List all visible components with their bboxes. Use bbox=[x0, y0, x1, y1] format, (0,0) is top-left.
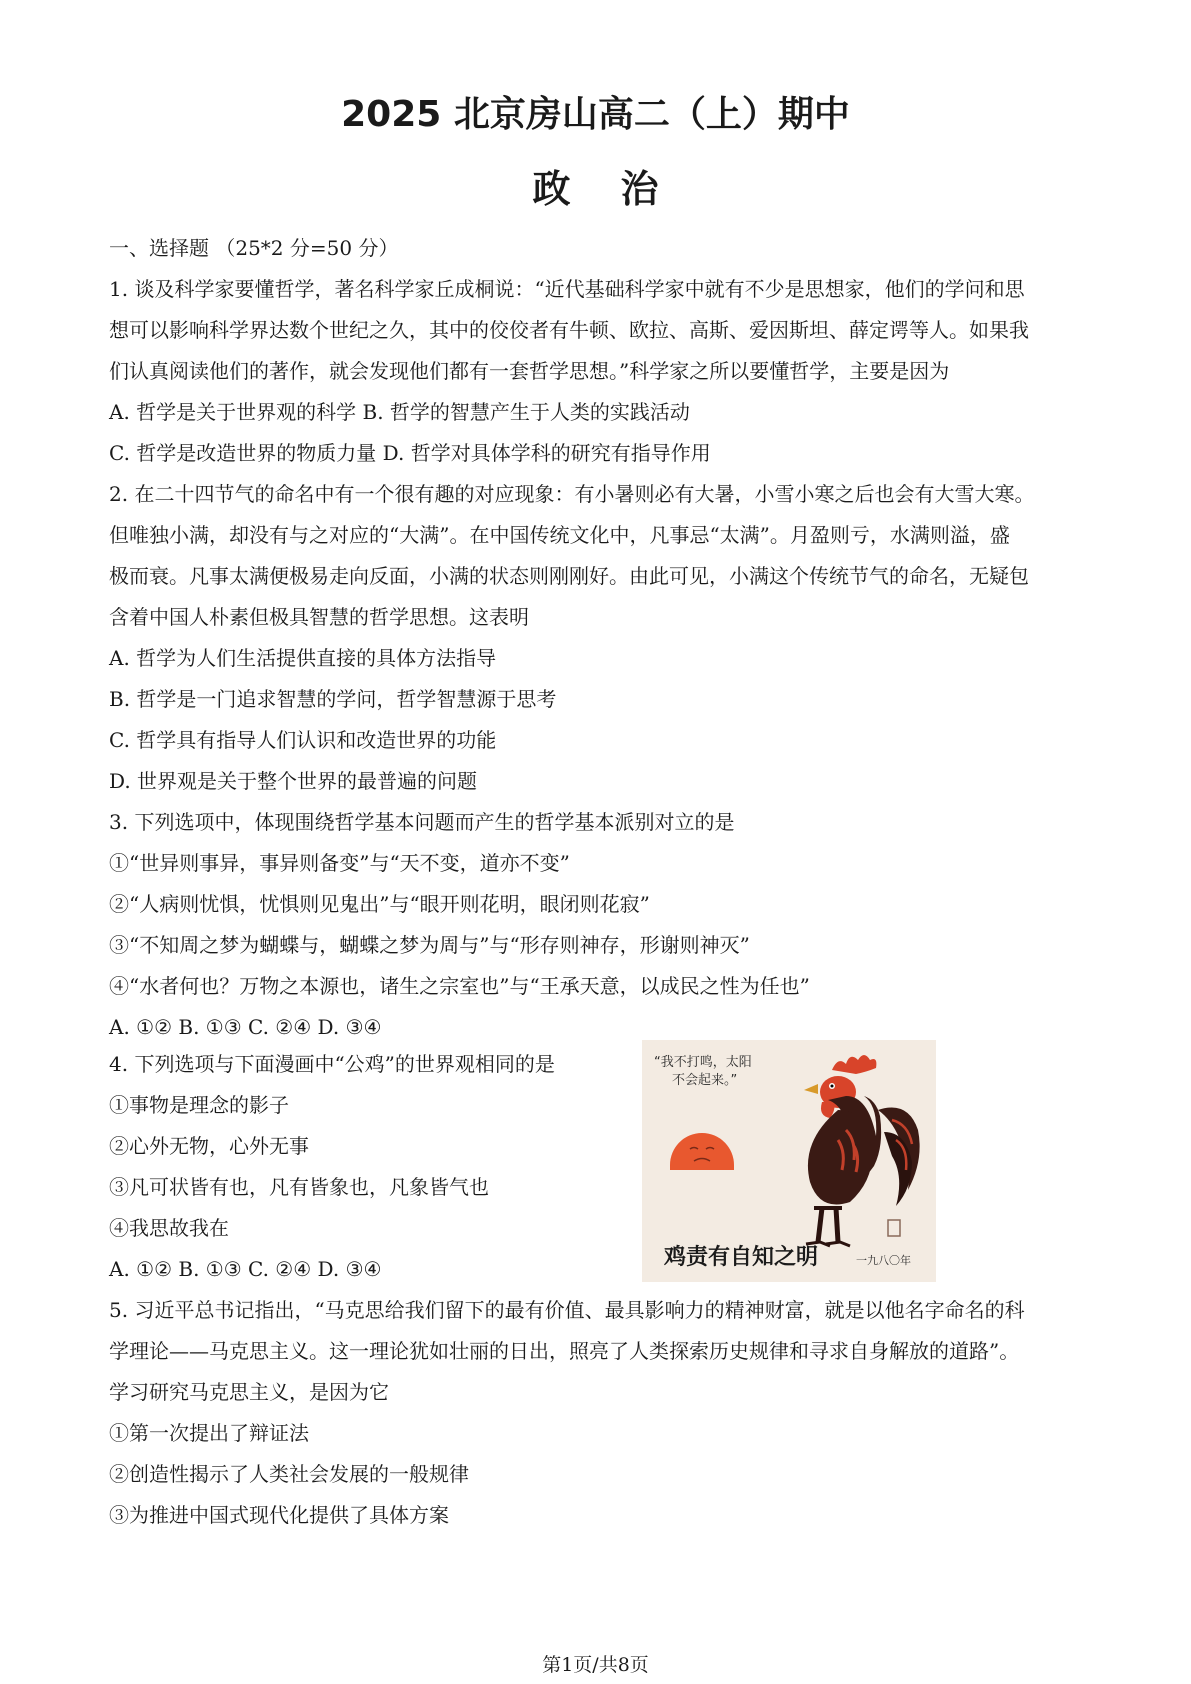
q4-options: A. ①② B. ①③ C. ②④ D. ③④ bbox=[109, 1257, 382, 1281]
rooster-illustration bbox=[642, 1040, 936, 1282]
q1-stem-line: 想可以影响科学界达数个世纪之久，其中的佼佼者有牛顿、欧拉、高斯、爱因斯坦、薛定谔等人。如果我 bbox=[109, 318, 1029, 342]
q2-option-d: D. 世界观是关于整个世界的最普遍的问题 bbox=[109, 769, 478, 793]
q3-item: ③“不知周之梦为蝴蝶与，蝴蝶之梦为周与”与“形存则神存，形谢则神灭” bbox=[109, 933, 750, 957]
q2-stem-line: 含着中国人朴素但极具智慧的哲学思想。这表明 bbox=[109, 605, 529, 629]
q2-option-b: B. 哲学是一门追求智慧的学问，哲学智慧源于思考 bbox=[109, 687, 557, 711]
q3-options: A. ①② B. ①③ C. ②④ D. ③④ bbox=[109, 1015, 382, 1039]
page-number: 第1页/共8页 bbox=[542, 1654, 649, 1676]
q5-item: ③为推进中国式现代化提供了具体方案 bbox=[109, 1503, 449, 1527]
q2-option-a: A. 哲学为人们生活提供直接的具体方法指导 bbox=[109, 646, 497, 670]
section-heading: 一、选择题 （25*2 分=50 分） bbox=[109, 236, 399, 260]
q1-stem-line: 1. 谈及科学家要懂哲学，著名科学家丘成桐说：“近代基础科学家中就有不少是思想家，他们的学问和思 bbox=[109, 277, 1025, 301]
q2-stem-line: 2. 在二十四节气的命名中有一个很有趣的对应现象：有小暑则必有大暑，小雪小寒之后也会有大雪大寒。 bbox=[109, 482, 1035, 506]
q4-stem: 4. 下列选项与下面漫画中“公鸡”的世界观相同的是 bbox=[109, 1052, 555, 1076]
q2-stem-line: 但唯独小满，却没有与之对应的“大满”。在中国传统文化中，凡事忌“太满”。月盈则亏，水满则溢，盛 bbox=[109, 523, 1010, 547]
q3-item: ②“人病则忧惧，忧惧则见鬼出”与“眼开则花明，眼闭则花寂” bbox=[109, 892, 650, 916]
q5-stem-line: 5. 习近平总书记指出，“马克思给我们留下的最有价值、最具影响力的精神财富，就是以他名字命名的科 bbox=[109, 1298, 1025, 1322]
q2-option-c: C. 哲学具有指导人们认识和改造世界的功能 bbox=[109, 728, 497, 752]
q4-item: ③凡可状皆有也，凡有皆象也，凡象皆气也 bbox=[109, 1175, 489, 1199]
question-5 bbox=[109, 1290, 1095, 1536]
q3-item: ①“世异则事异，事异则备变”与“天不变，道亦不变” bbox=[109, 851, 570, 875]
q4-item: ①事物是理念的影子 bbox=[109, 1093, 289, 1117]
q3-stem: 3. 下列选项中，体现围绕哲学基本问题而产生的哲学基本派别对立的是 bbox=[109, 810, 735, 834]
cartoon-caption: 鸡责有自知之明 bbox=[664, 1244, 819, 1270]
exam-title: 2025 北京房山高二（上）期中 bbox=[341, 94, 850, 135]
q5-stem-line: 学习研究马克思主义，是因为它 bbox=[109, 1380, 389, 1404]
q4-item: ②心外无物，心外无事 bbox=[109, 1134, 309, 1158]
rooster-cartoon bbox=[642, 1040, 936, 1282]
q5-item: ①第一次提出了辩证法 bbox=[109, 1421, 309, 1445]
cartoon-speech-line1: “我不打鸣，太阳 bbox=[654, 1055, 752, 1070]
q4-item: ④我思故我在 bbox=[109, 1216, 229, 1240]
q5-stem-line: 学理论——马克思主义。这一理论犹如壮丽的日出，照亮了人类探索历史规律和寻求自身解放的道路”。 bbox=[109, 1339, 1020, 1363]
q1-stem-line: 们认真阅读他们的著作，就会发现他们都有一套哲学思想。”科学家之所以要懂哲学，主要是因为 bbox=[109, 359, 950, 383]
question-4 bbox=[109, 1044, 629, 1290]
q5-item: ②创造性揭示了人类社会发展的一般规律 bbox=[109, 1462, 469, 1486]
questions-1-3 bbox=[109, 228, 1095, 1048]
q2-stem-line: 极而衰。凡事太满便极易走向反面，小满的状态则刚刚好。由此可见，小满这个传统节气的命名，无疑包 bbox=[109, 564, 1029, 588]
cartoon-speech-line2: 不会起来。” bbox=[672, 1073, 738, 1088]
cartoon-year: 一九八〇年 bbox=[856, 1254, 911, 1267]
subject-title: 政治 bbox=[532, 167, 709, 211]
q1-options-ab: A. 哲学是关于世界观的科学 B. 哲学的智慧产生于人类的实践活动 bbox=[109, 400, 690, 424]
q3-item: ④“水者何也？万物之本源也，诸生之宗室也”与“王承天意，以成民之性为任也” bbox=[109, 974, 810, 998]
q1-options-cd: C. 哲学是改造世界的物质力量 D. 哲学对具体学科的研究有指导作用 bbox=[109, 441, 711, 465]
